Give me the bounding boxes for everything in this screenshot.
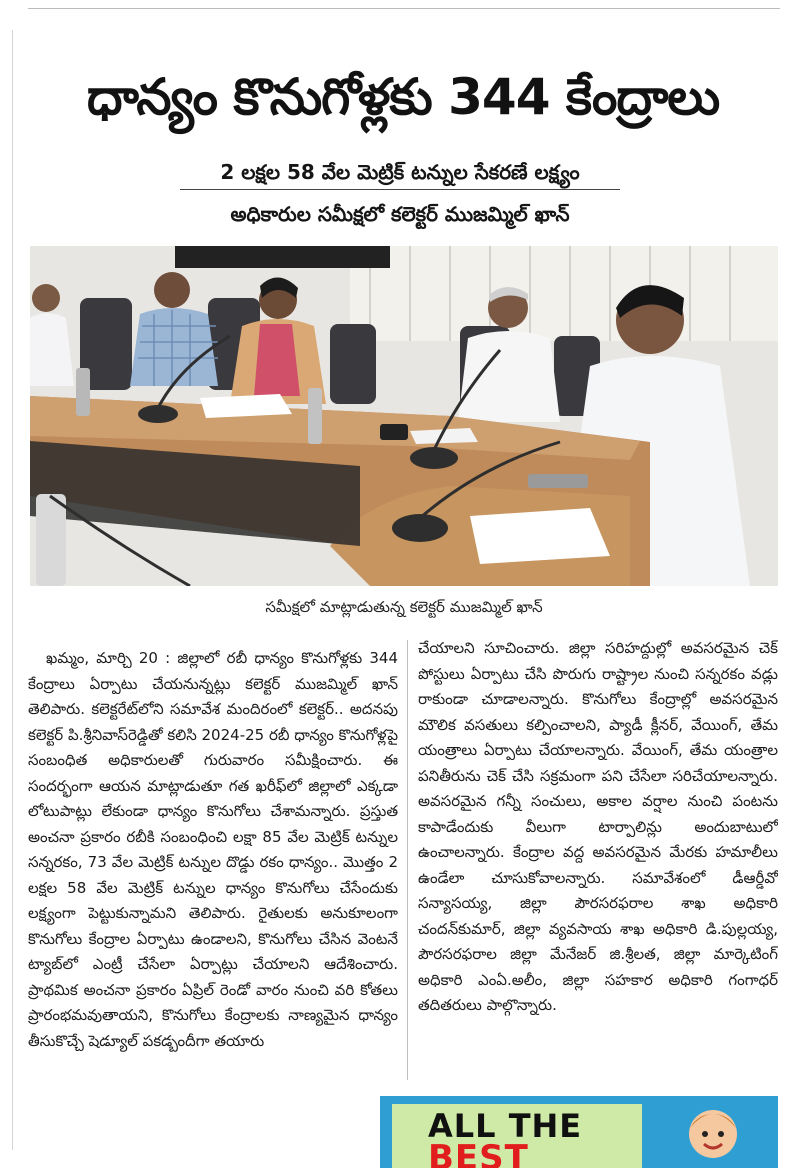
cartoon-child-illustration — [678, 1100, 748, 1168]
photo-caption: సమీక్షలో మాట్లాడుతున్న కలెక్టర్ ముజమ్మిల్ ఖాన్ — [265, 598, 543, 616]
article-body-right-column: చేయాలని సూచించారు. జిల్లా సరిహద్దుల్లో అవసరమైన చెక్ పోస్టులు ఏర్పాటు చేసి పొరుగు రాష్ట్రాల నుంచి సన్నరకం వడ్లు రాకుండా చూడాలన్నారు. కొనుగోలు కేంద్రాల్లో అవసరమైన మౌలిక వసతులు కల్పించాలని, ప్యాడీ క్లీనర్, వేయింగ్, తేమ యంత్రాలు ఏర్పాటు చేయాలన్నారు. వేయింగ్, తేమ యంత్రాల పనితీరును చెక్ చేసి సక్రమంగా పని చేసేలా సరిచేయాలన్నారు. అవసరమైన గన్నీ సంచులు, అకాల వర్షాల నుంచి పంటను కాపాడేందుకు వీలుగా టార్పాలిన్లు అందుబాటులో ఉంచాలన్నారు. కేంద్రాల వద్ద అవసరమైన మేరకు హమాలీలు ఉండేలా చూసుకోవాలన్నారు. సమావేశంలో డీఆర్డీవో సన్యాసయ్య, జిల్లా పౌరసరఫరాల శాఖ అధికారి చందన్‌కుమార్, జిల్లా వ్యవసాయ శాఖ అధికారి డి.పుల్లయ్య, పౌరసరఫరాల జిల్లా మేనేజర్ జి.శ్రీలత, జిల్లా మార్కెటింగ్ అధికారి ఎంఏ.అలీం, జిల్లా సహకార అధికారి గంగాధర్ తదితరులు పాల్గొన్నారు. — [418, 639, 778, 1014]
page-margin-rule — [12, 30, 13, 1150]
article-subheadline: 2 లక్షల 58 వేల మెట్రిక్ టన్నుల సేకరణే లక్ష్యం — [180, 154, 620, 190]
article-subheadline-secondary: అధికారుల సమీక్షలో కలెక్టర్ ముజమ్మిల్ ఖాన్ — [230, 202, 570, 226]
article-headline: ధాన్యం కొనుగోళ్లకు 344 కేంద్రాలు — [86, 68, 720, 126]
previous-article-edge — [0, 0, 800, 14]
column-divider — [407, 640, 408, 1080]
meeting-photo — [30, 246, 778, 586]
article-body-left-column: ఖమ్మం, మార్చి 20 : జిల్లాలో రబీ ధాన్యం కొనుగోళ్లకు 344 కేంద్రాలు ఏర్పాటు చేయనున్నట్లు కలెక్టర్ ముజమ్మిల్ ఖాన్ తెలిపారు. కలెక్టరేట్‌లోని సమావేశ మందిరంలో కలెక్టర్.. అదనపు కలెక్టర్ పి.శ్రీనివాస్‌రెడ్డితో కలిసి 2024-25 రబీ ధాన్యం కొనుగోళ్లపై సంబంధిత అధికారులతో గురువారం సమీక్షించారు. ఈ సందర్భంగా ఆయన మాట్లాడుతూ గత ఖరీఫ్‌లో జిల్లాలో ఎక్కడా లోటుపాట్లు లేకుండా ధాన్యం కొనుగోలు చేశామన్నారు. ప్రస్తుత అంచనా ప్రకారం రబీకి సంబంధించి లక్షా 85 వేల మెట్రిక్ టన్నుల సన్నరకం, 73 వేల మెట్రిక్ టన్నుల దొడ్డు రకం ధాన్యం.. మొత్తం 2 లక్షల 58 వేల మెట్రిక్ టన్నుల ధాన్యం కొనుగోలు చేసేందుకు లక్ష్యంగా పెట్టుకున్నామని తెలిపారు. రైతులకు అనుకూలంగా కొనుగోలు కేంద్రాల ఏర్పాటు ఉండాలని, కొనుగోలు చేసిన వెంటనే ట్యాబ్‌లో ఎంట్రీ చేసేలా ఏర్పాట్లు చేయాలని ఆదేశించారు. ప్రాథమిక అంచనా ప్రకారం ఏప్రిల్ రెండో వారం నుంచి వరి కోతలు ప్రారంభమవుతాయని, కొనుగోలు కేంద్రాలకు నాణ్యమైన ధాన్యం తీసుకొచ్చే షెడ్యూల్ పకడ్బందీగా తయారు — [28, 649, 398, 1050]
advertisement-line1: ALL THE — [428, 1107, 583, 1145]
advertisement-line2: BEST — [428, 1138, 529, 1168]
all-the-best-advertisement[interactable] — [380, 1096, 778, 1168]
